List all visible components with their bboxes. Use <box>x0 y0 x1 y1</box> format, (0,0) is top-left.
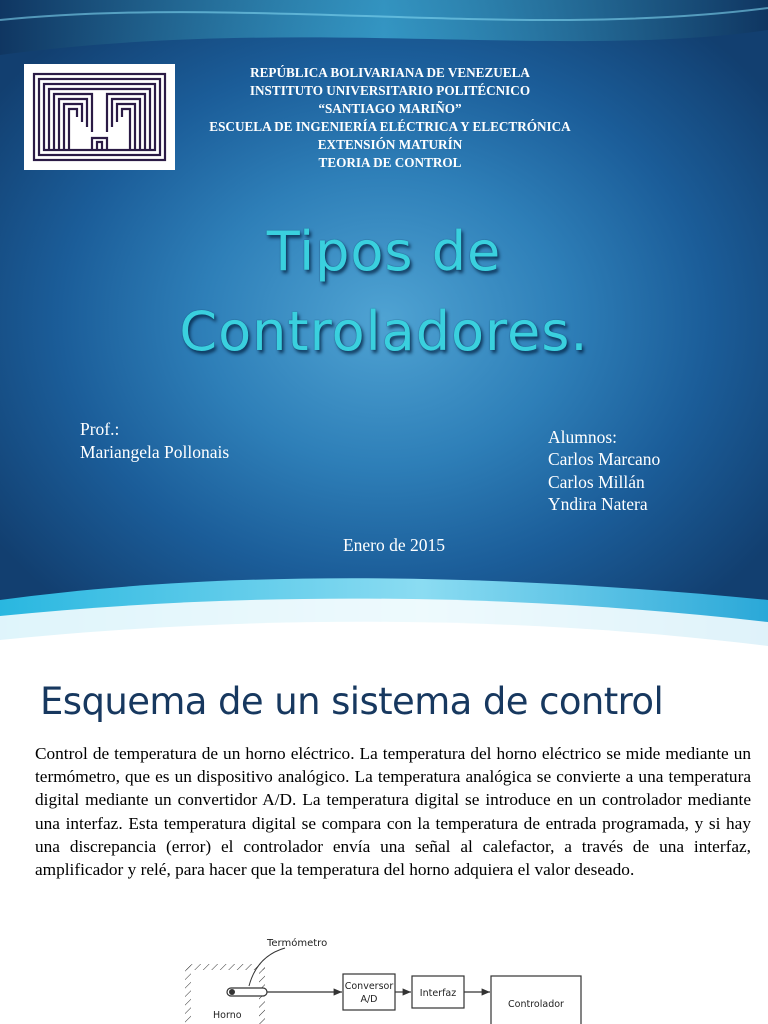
header-line: “SANTIAGO MARIÑO” <box>318 101 462 117</box>
professor-block <box>80 418 229 464</box>
prof-label: Prof.: <box>80 419 120 439</box>
title-line-2: Controladores. <box>179 300 589 363</box>
controlador-label: Controlador <box>508 999 564 1010</box>
header-line: EXTENSIÓN MATURÍN <box>317 137 463 153</box>
students-block <box>548 426 660 515</box>
oven-wall-top <box>185 964 265 970</box>
termometro-label: Termómetro <box>267 938 328 949</box>
header-line: TEORIA DE CONTROL <box>318 155 462 171</box>
student-name: Carlos Millán <box>548 471 645 492</box>
prof-name: Mariangela Pollonais <box>80 442 230 462</box>
horno-label: Horno <box>213 1010 242 1021</box>
thermometer-bulb <box>229 989 235 995</box>
header-line: INSTITUTO UNIVERSITARIO POLITÉCNICO <box>249 83 531 99</box>
student-name: Carlos Marcano <box>548 449 661 470</box>
header-line: REPÚBLICA BOLIVARIANA DE VENEZUELA <box>250 65 530 80</box>
oven-wall-right <box>259 964 265 988</box>
header-line: ESCUELA DE INGENIERÍA ELÉCTRICA Y ELECTRÓNICA <box>209 119 571 135</box>
body-paragraph: Control de temperatura de un horno eléctrico. La temperatura del horno eléctrico se mide mediante un termómetro, que es un dispositivo analógico. La temperatura analógica se convierte a una temperatura digital mediante un convertidor A/D. La temperatura digital se introduce en un controlador mediante una interfaz. Esta temperatura digital se compara con la temperatura de entrada programada, y si hay una discrepancia (error) el controlador envía una señal al calefactor, a través de una interfaz, amplificador y relé, para hacer que la temperatura del horno adquiera el valor deseado. <box>35 744 751 880</box>
control-system-diagram <box>145 926 600 1024</box>
institution-logo <box>24 64 175 170</box>
oven-wall-left <box>185 964 191 1024</box>
slide-title <box>0 212 768 372</box>
oven-wall-right-lower <box>259 996 265 1024</box>
title-line-1: Tipos de <box>266 220 502 283</box>
conversor-label-2: A/D <box>360 994 378 1005</box>
slide-heading: Esquema de un sistema de control <box>40 680 664 723</box>
content-slide <box>0 664 768 1024</box>
date-label: Enero de 2015 <box>342 535 446 555</box>
alumnos-label: Alumnos: <box>548 427 618 447</box>
interfaz-label: Interfaz <box>419 988 457 999</box>
institution-header <box>185 64 595 173</box>
maze-logo-icon <box>32 72 167 162</box>
conversor-label: Conversor <box>344 981 394 992</box>
student-name: Yndira Natera <box>548 493 648 514</box>
